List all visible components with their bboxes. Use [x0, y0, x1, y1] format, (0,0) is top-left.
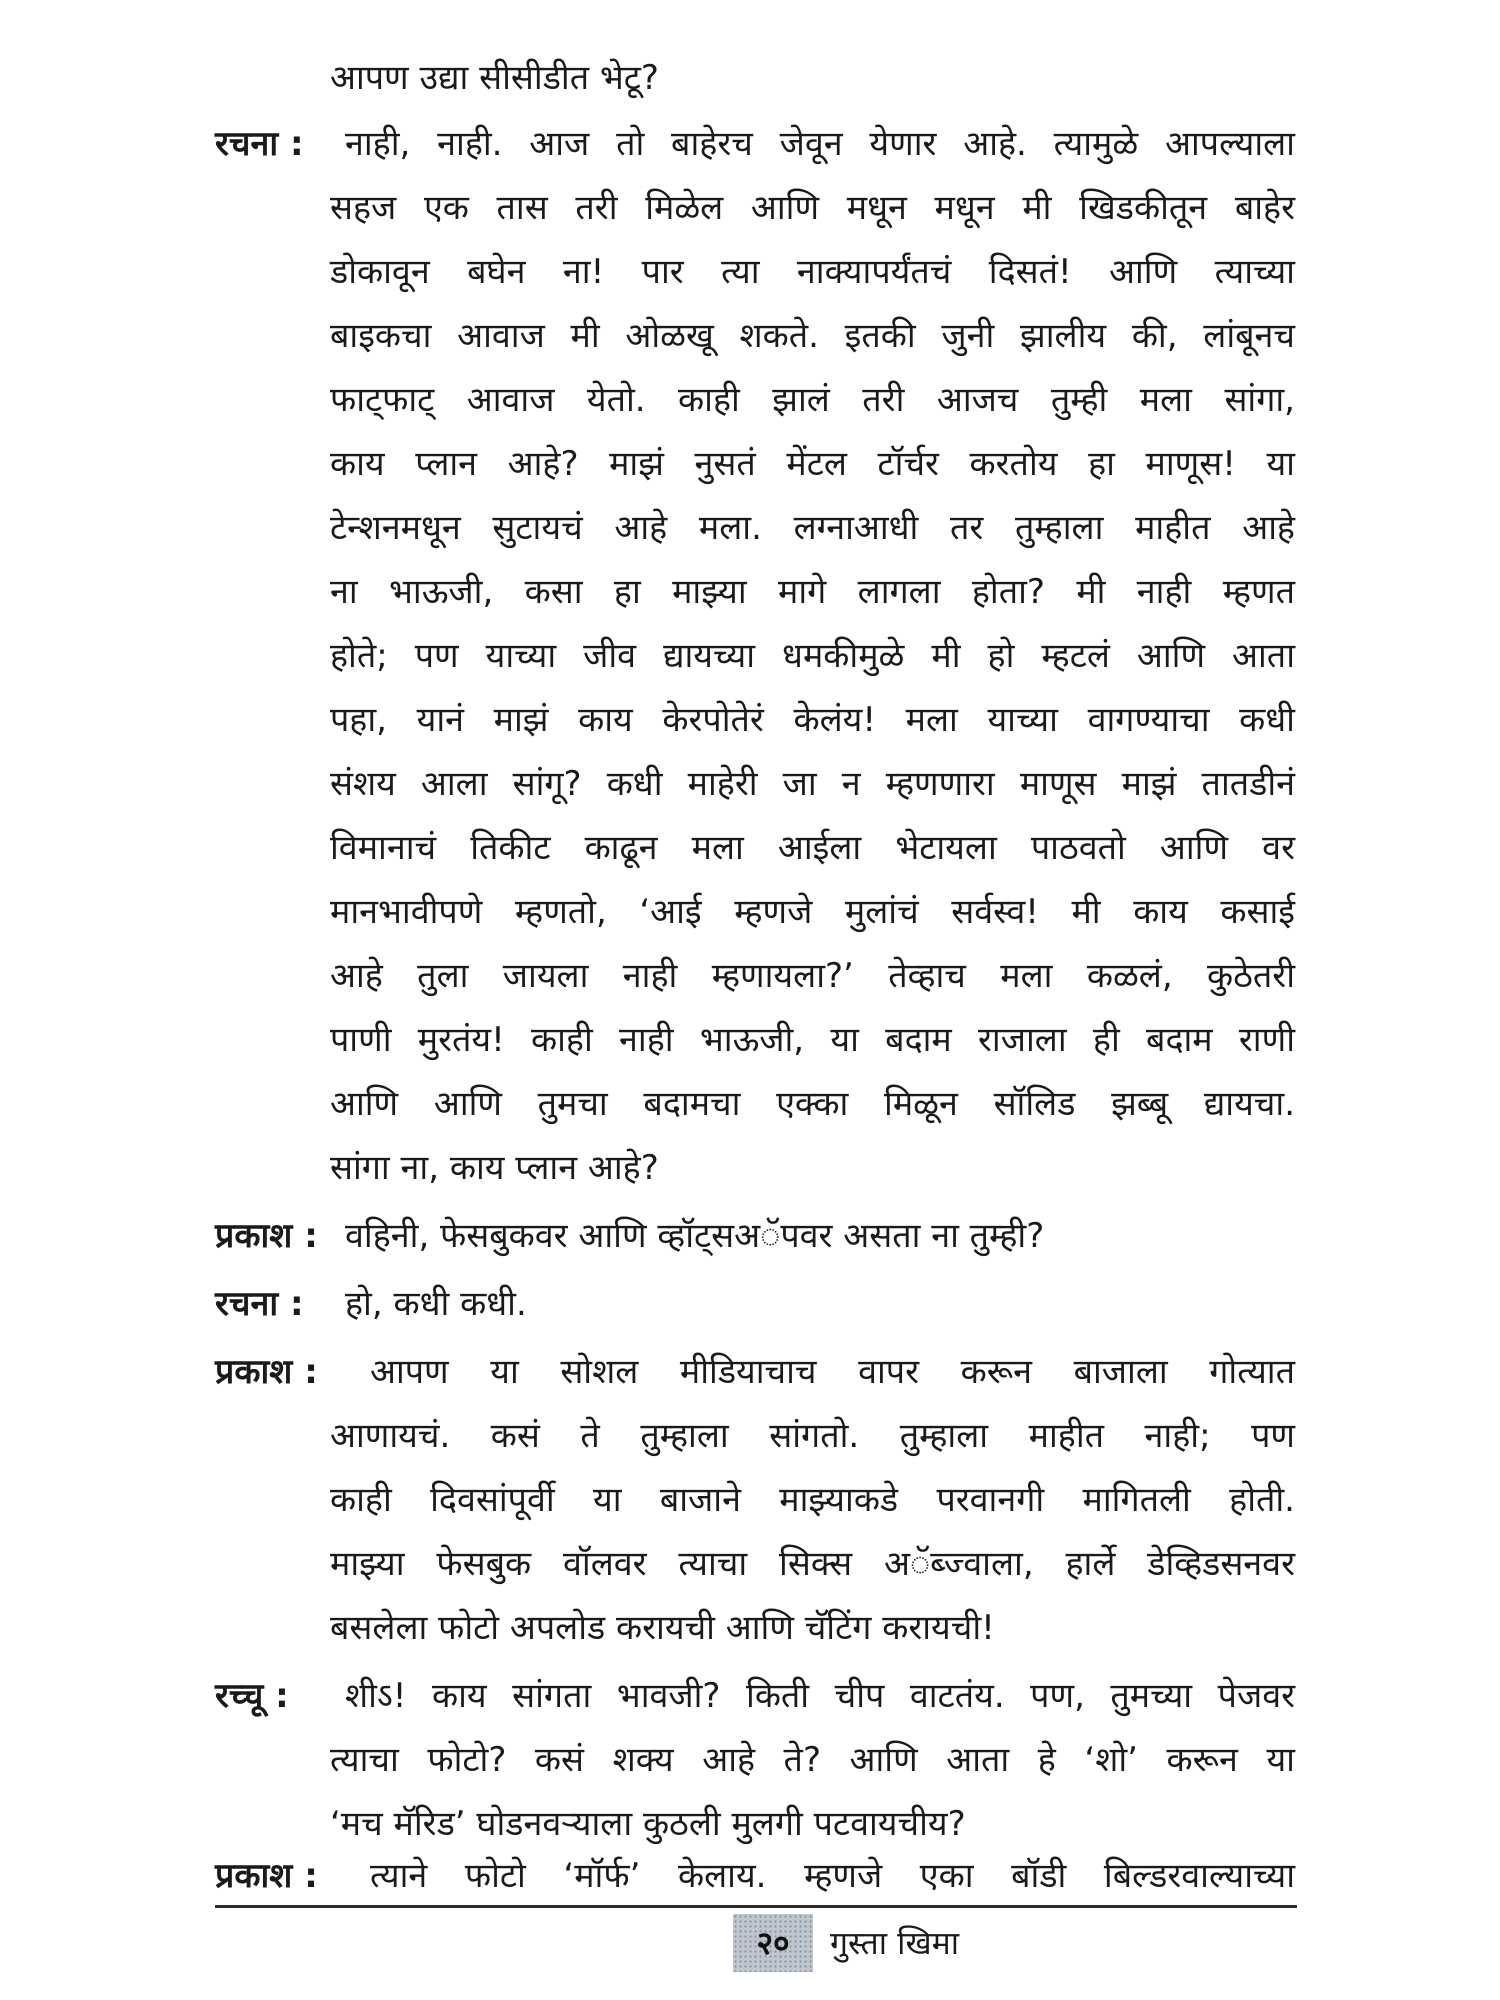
dialogue-line — [0, 1204, 1500, 1268]
speaker-label: रच्चू : — [215, 1676, 289, 1716]
dialogue-line — [0, 1272, 1500, 1336]
dialogue-text: टेन्शनमधून सुटायचं आहे मला. लग्नाआधी तर तुम्हाला माहीत आहे — [330, 508, 1295, 548]
dialogue-line — [0, 112, 1500, 176]
dialogue-text: सहज एक तास तरी मिळेल आणि मधून मधून मी खिडकीतून बाहेर — [330, 188, 1295, 228]
page-number: २० — [733, 1914, 813, 1972]
dialogue-text: वहिनी, फेसबुकवर आणि व्हॉट्सअॅपवर असता ना तुम्ही? — [345, 1216, 1045, 1256]
speaker-label: रचना : — [215, 124, 304, 164]
dialogue-line — [0, 944, 1500, 1008]
dialogue-text: शीऽ! काय सांगता भावजी? किती चीप वाटतंय. पण, तुमच्या पेजवर — [345, 1676, 1295, 1716]
dialogue-text: काय प्लान आहे? माझं नुसतं मेंटल टॉर्चर करतोय हा माणूस! या — [330, 444, 1295, 484]
dialogue-text: होते; पण याच्या जीव द्यायच्या धमकीमुळे मी हो म्हटलं आणि आता — [330, 636, 1295, 676]
dialogue-text: फाट्फाट् आवाज येतो. काही झालं तरी आजच तुम्ही मला सांगा, — [330, 380, 1295, 420]
dialogue-line — [0, 1596, 1500, 1660]
running-title: गुस्ता खिमा — [830, 1924, 960, 1962]
dialogue-text: ‘मच मॅरिड’ घोडनवऱ्याला कुठली मुलगी पटवायचीय? — [330, 1804, 966, 1844]
footer-rule — [215, 1905, 1297, 1908]
dialogue-line — [0, 46, 1500, 110]
dialogue-line — [0, 176, 1500, 240]
dialogue-text: नाही, नाही. आज तो बाहेरच जेवून येणार आहे. त्यामुळे आपल्याला — [345, 124, 1295, 164]
dialogue-line — [0, 1008, 1500, 1072]
dialogue-text: हो, कधी कधी. — [345, 1284, 527, 1324]
dialogue-text: बाइकचा आवाज मी ओळखू शकते. इतकी जुनी झालीय की, लांबूनच — [330, 316, 1295, 356]
dialogue-text: विमानाचं तिकीट काढून मला आईला भेटायला पाठवतो आणि वर — [330, 828, 1295, 868]
dialogue-text: डोकावून बघेन ना! पार त्या नाक्यापर्यंतचं दिसतं! आणि त्याच्या — [330, 252, 1295, 292]
speaker-label: प्रकाश : — [215, 1856, 318, 1896]
dialogue-text: बसलेला फोटो अपलोड करायची आणि चॅटिंग करायची! — [330, 1608, 995, 1648]
dialogue-text: संशय आला सांगू? कधी माहेरी जा न म्हणणारा माणूस माझं तातडीनं — [330, 764, 1295, 804]
dialogue-text: मानभावीपणे म्हणतो, ‘आई म्हणजे मुलांचं सर्वस्व! मी काय कसाई — [330, 892, 1295, 932]
dialogue-text: सांगा ना, काय प्लान आहे? — [330, 1148, 659, 1188]
dialogue-text: ना भाऊजी, कसा हा माझ्या मागे लागला होता? मी नाही म्हणत — [330, 572, 1295, 612]
dialogue-line — [0, 1664, 1500, 1728]
dialogue-text: आहे तुला जायला नाही म्हणायला?’ तेव्हाच मला कळलं, कुठेतरी — [330, 956, 1295, 996]
dialogue-text: त्याचा फोटो? कसं शक्य आहे ते? आणि आता हे ‘शो’ करून या — [330, 1740, 1295, 1780]
dialogue-line — [0, 1468, 1500, 1532]
dialogue-line — [0, 240, 1500, 304]
dialogue-text: त्याने फोटो ‘मॉर्फ’ केलाय. म्हणजे एका बॉडी बिल्डरवाल्याच्या — [370, 1856, 1295, 1896]
dialogue-line — [0, 1844, 1500, 1908]
dialogue-text: पहा, यानं माझं काय केरपोतेरं केलंय! मला याच्या वागण्याचा कधी — [330, 700, 1295, 740]
dialogue-line — [0, 688, 1500, 752]
dialogue-line — [0, 1728, 1500, 1792]
dialogue-line — [0, 624, 1500, 688]
dialogue-line — [0, 1404, 1500, 1468]
dialogue-line — [0, 1136, 1500, 1200]
dialogue-line — [0, 368, 1500, 432]
dialogue-text: काही दिवसांपूर्वी या बाजाने माझ्याकडे परवानगी मागितली होती. — [330, 1480, 1295, 1520]
dialogue-text: पाणी मुरतंय! काही नाही भाऊजी, या बदाम राजाला ही बदाम राणी — [330, 1020, 1295, 1060]
dialogue-line — [0, 1072, 1500, 1136]
dialogue-line — [0, 752, 1500, 816]
speaker-label: प्रकाश : — [215, 1216, 318, 1256]
dialogue-line — [0, 304, 1500, 368]
speaker-label: रचना : — [215, 1284, 304, 1324]
dialogue-line — [0, 1340, 1500, 1404]
dialogue-line — [0, 496, 1500, 560]
speaker-label: प्रकाश : — [215, 1352, 318, 1392]
dialogue-text: आणायचं. कसं ते तुम्हाला सांगतो. तुम्हाला माहीत नाही; पण — [330, 1416, 1295, 1456]
dialogue-line — [0, 432, 1500, 496]
dialogue-line — [0, 1532, 1500, 1596]
dialogue-text: आणि आणि तुमचा बदामचा एक्का मिळून सॉलिड झब्बू द्यायचा. — [330, 1084, 1295, 1124]
dialogue-line — [0, 560, 1500, 624]
dialogue-text: आपण उद्या सीसीडीत भेटू? — [330, 58, 659, 98]
dialogue-text: माझ्या फेसबुक वॉलवर त्याचा सिक्स अॅब्ज्वाला, हार्ले डेव्हिडसनवर — [330, 1544, 1295, 1584]
dialogue-line — [0, 880, 1500, 944]
dialogue-text: आपण या सोशल मीडियाचाच वापर करून बाजाला गोत्यात — [370, 1352, 1295, 1392]
dialogue-line — [0, 816, 1500, 880]
